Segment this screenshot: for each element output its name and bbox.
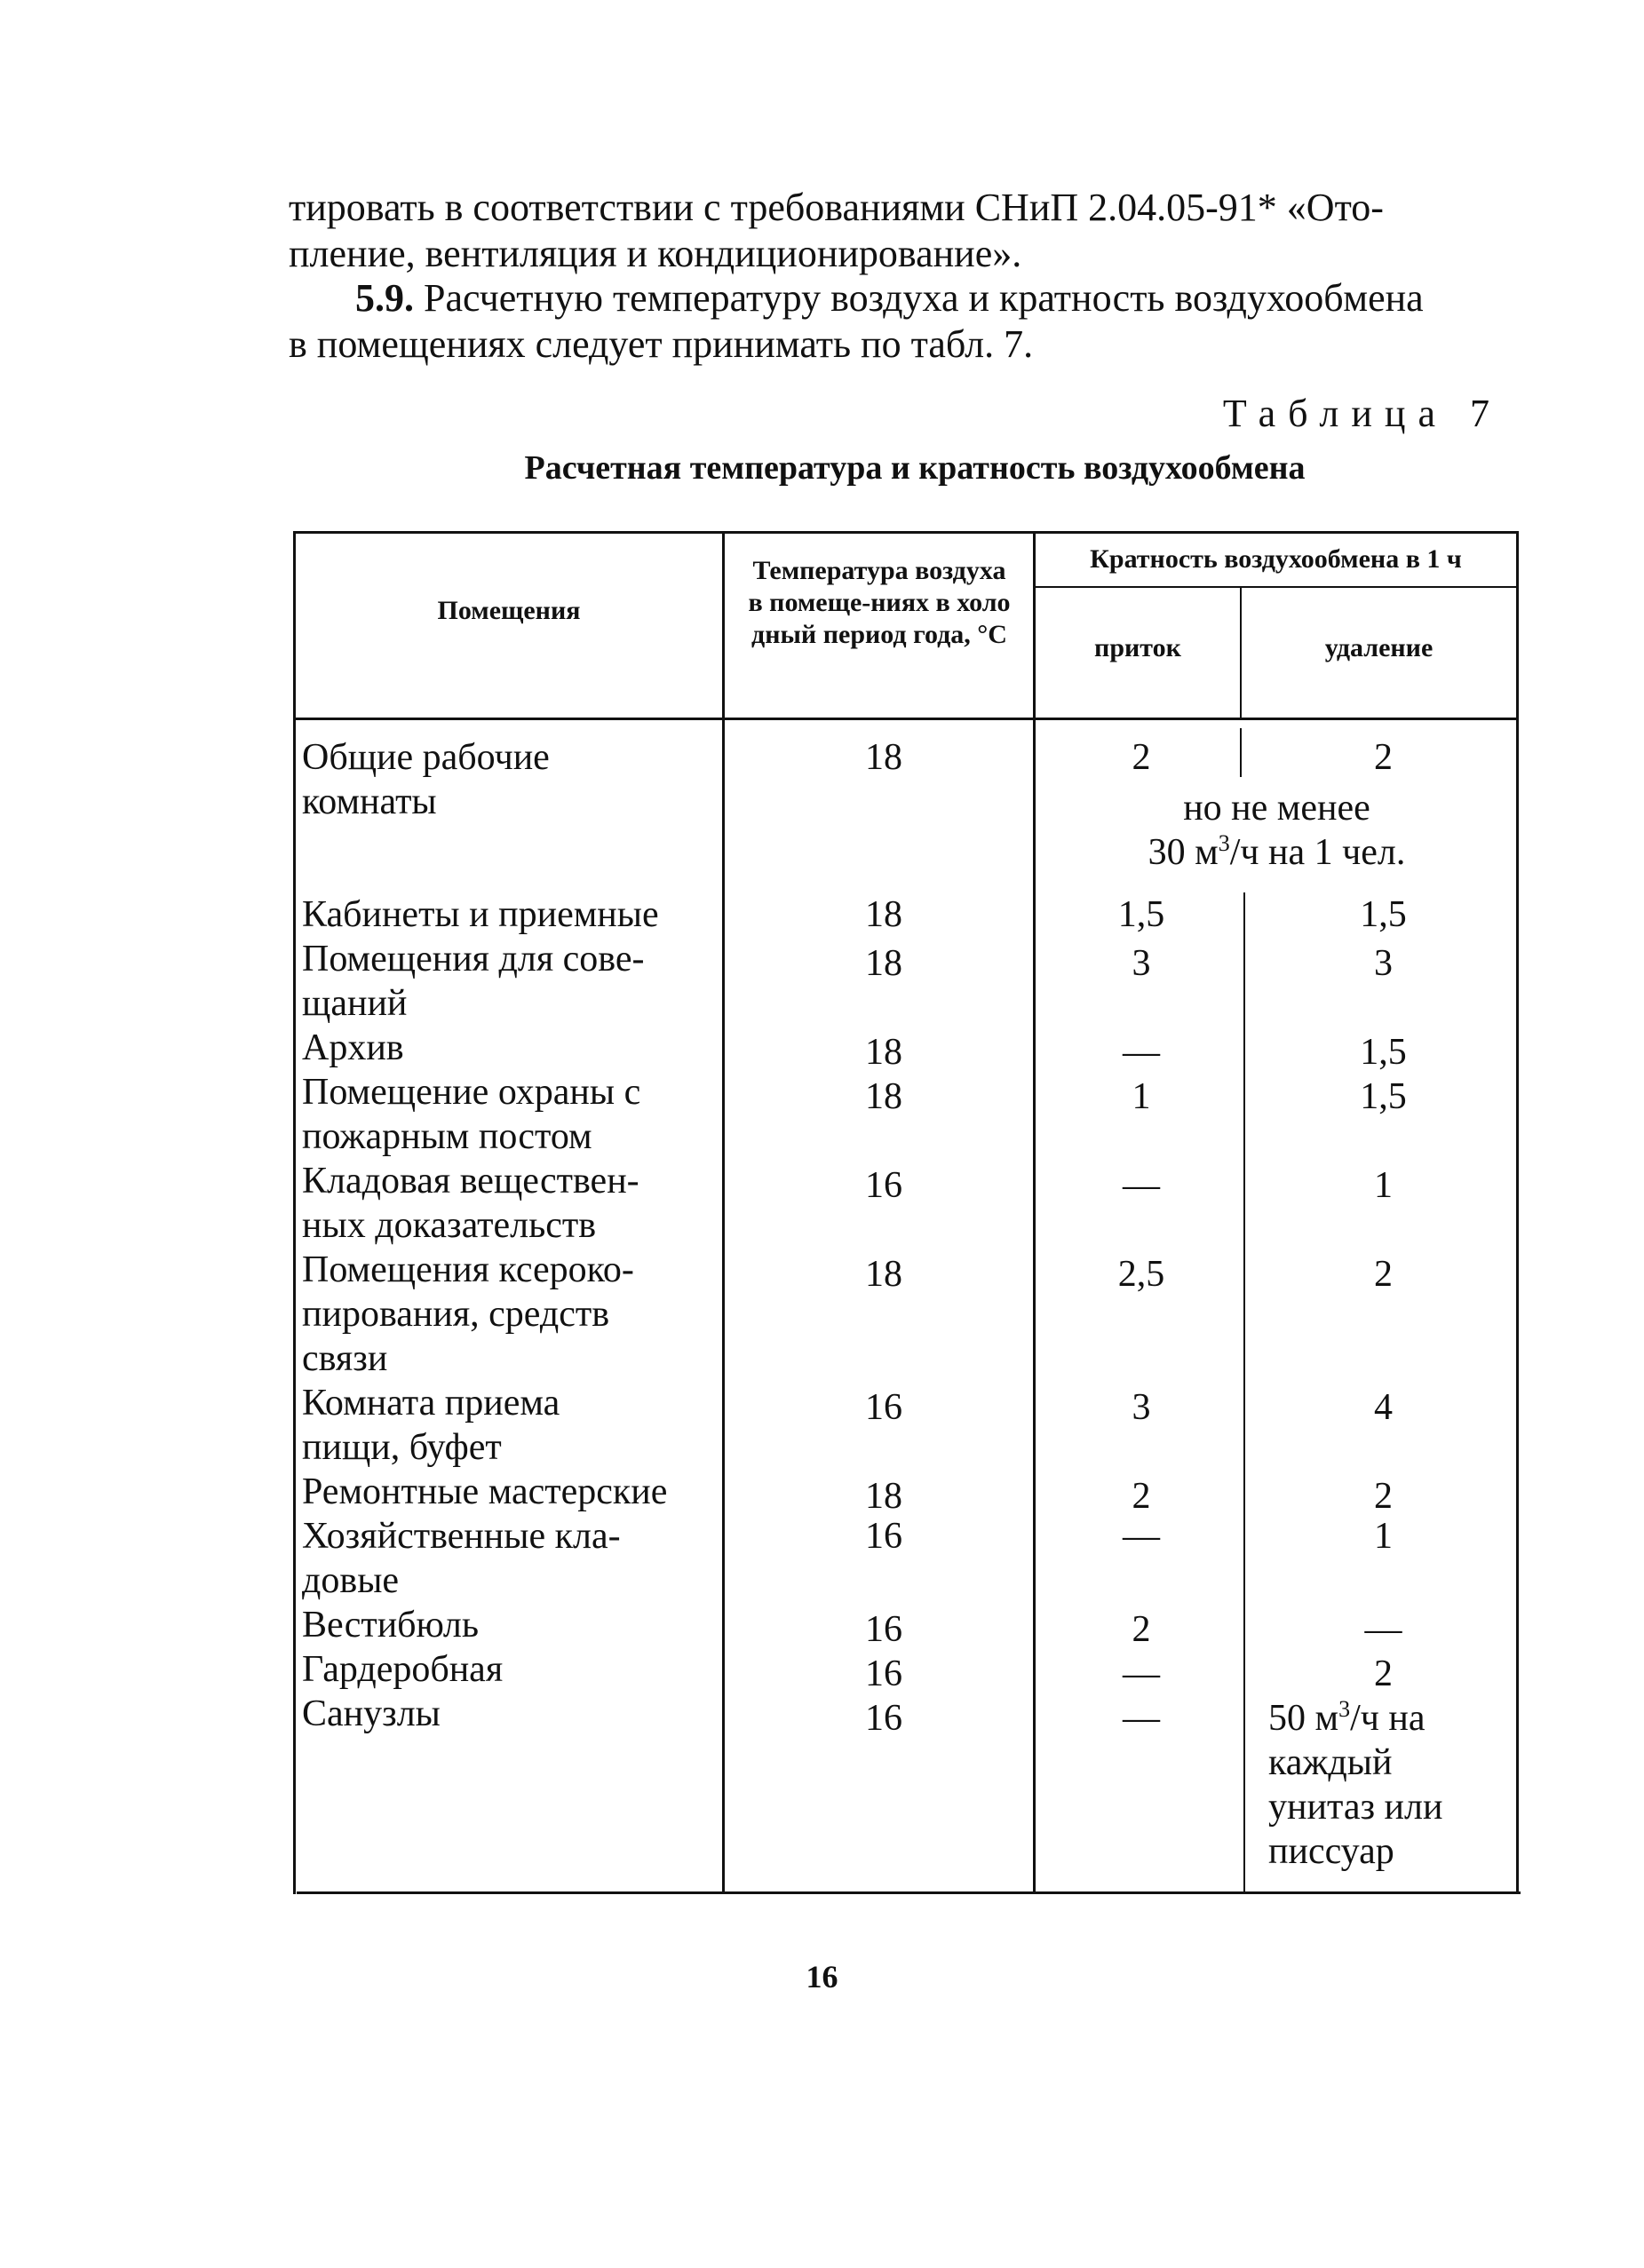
paragraph-line: пление, вентиляция и кондиционирование». — [289, 232, 1022, 275]
table-cell-exhaust: 50 $м^3/ч$ на каждый унитаз или писсуар — [1268, 1696, 1517, 1874]
header-exchange: Кратность воздухообмена в 1 ч — [1090, 544, 1462, 574]
table-cell-exhaust: 4 — [1374, 1387, 1393, 1428]
table-cell-temp: 16 — [865, 1387, 902, 1428]
table-cell-supply: — — [1123, 1516, 1160, 1557]
table-cell-temp: 18 — [865, 1476, 902, 1517]
table-row-room: Кабинеты и приемные — [302, 894, 659, 935]
table-row-room: Общие рабочие комнаты — [302, 737, 550, 822]
table-row-room: Санузлы — [302, 1693, 441, 1734]
table-cell-exhaust: 2 — [1374, 1254, 1393, 1295]
table-row-room: Гардеробная — [302, 1649, 504, 1690]
table-cell-temp: 18 — [865, 943, 902, 984]
table-cell-exhaust: 1 — [1374, 1516, 1393, 1557]
exchange-subheader-border — [1035, 586, 1519, 588]
paragraph-line: в помещениях следует принимать по табл. 7. — [289, 322, 1034, 366]
table-row-room: Вестибюль — [302, 1605, 479, 1645]
table-cell-temp: 16 — [865, 1516, 902, 1557]
table-cell-exhaust: 1,5 — [1360, 1076, 1407, 1117]
header-bottom-border — [293, 718, 1519, 720]
table-cell-exhaust: — — [1364, 1609, 1402, 1650]
header-rooms: Помещения — [437, 596, 581, 625]
table-cell-temp: 16 — [865, 1698, 902, 1739]
note-line-volume: 30 $м^3/ч$ на 1 чел. — [1148, 830, 1406, 873]
table-cell-temp: 16 — [865, 1653, 902, 1694]
table-title: Расчетная температура и кратность воздухообмена — [524, 449, 1306, 487]
table-cell-supply: 3 — [1132, 943, 1151, 984]
table-cell-exhaust: 2 — [1374, 737, 1393, 778]
table-cell-supply: — — [1123, 1653, 1160, 1694]
table-cell-supply: 1,5 — [1117, 894, 1165, 935]
table-cell-temp: 16 — [865, 1165, 902, 1206]
table-cell-supply: — — [1123, 1032, 1160, 1073]
table-cell-exhaust: 3 — [1374, 943, 1393, 984]
table-cell-temp: 16 — [865, 1609, 902, 1650]
clause-number: 5.9. — [355, 276, 414, 320]
table-left-border — [293, 531, 296, 1894]
table-cell-temp: 18 — [865, 737, 902, 778]
table-cell-temp: 18 — [865, 1032, 902, 1073]
table-top-border — [293, 531, 1519, 534]
header-temperature: Температура воздуха в помеще-ниях в холодный период года, °С — [748, 556, 1011, 649]
table-cell-exhaust: 2 — [1374, 1476, 1393, 1517]
table-cell-supply: 2 — [1132, 1609, 1151, 1650]
table-row-room: Помещение охраны с пожарным постом — [302, 1072, 641, 1157]
table-cell-supply: — — [1123, 1165, 1160, 1206]
table-row-room: Хозяйственные кла- довые — [302, 1516, 621, 1601]
header-exhaust: удаление — [1324, 633, 1434, 662]
table-bottom-border — [297, 1891, 1521, 1894]
table-row-room: Комната приема пищи, буфет — [302, 1383, 560, 1468]
table-cell-temp: 18 — [865, 1076, 902, 1117]
table-cell-supply: 1 — [1132, 1076, 1151, 1117]
table-row-room: Архив — [302, 1027, 404, 1068]
table-cell-exhaust: 1,5 — [1360, 1032, 1407, 1073]
table-row-room: Помещения для сове- щаний — [302, 939, 645, 1024]
page-number: 16 — [806, 1959, 838, 1994]
exhaust-line-volume: 50 $м^3/ч$ на — [1268, 1696, 1426, 1739]
header-supply: приток — [1094, 633, 1181, 662]
paragraph-continuation — [289, 185, 1510, 277]
table-label: Таблица 7 — [1222, 392, 1502, 435]
table-cell-supply: 2 — [1132, 1476, 1151, 1517]
table-cell-exhaust: 1 — [1374, 1165, 1393, 1206]
table-cell-supply: 2,5 — [1117, 1254, 1165, 1295]
table-cell-supply: — — [1123, 1698, 1160, 1739]
paragraph-clause-5-9 — [289, 275, 1510, 368]
table-cell-exhaust: 2 — [1374, 1653, 1393, 1694]
table-cell-supply: 3 — [1132, 1387, 1151, 1428]
table-cell-temp: 18 — [865, 1254, 902, 1295]
table-cell-temp: 18 — [865, 894, 902, 935]
table-cell-exhaust: 1,5 — [1360, 894, 1407, 935]
table-cell-supply: 2 — [1132, 737, 1151, 778]
paragraph-line: Расчетную температуру воздуха и кратность воздухообмена — [424, 276, 1424, 320]
table-row-room: Кладовая веществен- ных доказательств — [302, 1161, 639, 1246]
paragraph-line: тировать в соответствии с требованиями СНиП 2.04.05-91* «Ото- — [289, 186, 1384, 229]
table-cell-note: но не менее 30 $м^3/ч$ на 1 чел. — [1035, 786, 1519, 875]
table-row-room: Ремонтные мастерские — [302, 1471, 668, 1512]
table-row-room: Помещения ксероко- пирования, средств связи — [302, 1249, 634, 1379]
